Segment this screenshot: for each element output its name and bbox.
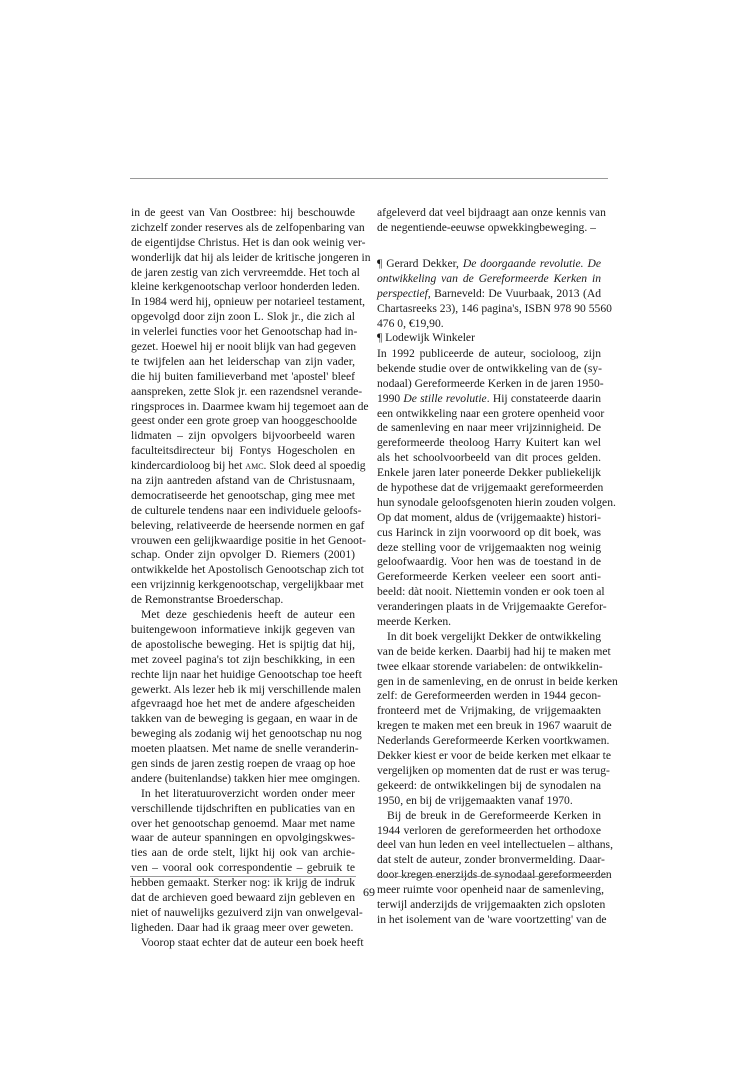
text-line: democratiseerde het genootschap, ging mee met [131, 488, 355, 502]
text-line: schap. Onder zijn opvolger D. Riemers (2001) [131, 548, 355, 562]
text-line: meer ruimte voor openheid naar de samenleving, [377, 883, 604, 897]
text-line: deel van hun leden en veel intellectuelen – althans, [377, 838, 613, 852]
text-line: gewerkt. Als lezer heb ik mij verschillende malen [131, 682, 361, 696]
text-line: van de beide kerken. Daarbij had hij te maken met [377, 644, 611, 658]
text-line: de hypothese dat de vrijgemaakt gereformeerden [377, 481, 604, 495]
text-line: in het isolement van de 'ware voortzetting' van de [377, 912, 607, 926]
text-line: gereformeerde theoloog Harry Kuitert kan wel [377, 436, 601, 450]
text-line: kregen te maken met een breuk in 1967 waaruit de [377, 719, 612, 733]
text-line: moeten plaatsen. Met name de snelle veranderin- [131, 742, 359, 756]
text-line: Dekker kiest er voor de beide kerken met elkaar te [377, 749, 612, 763]
text-line: de samenleving en naar meer vrijzinnigheid. De [377, 421, 601, 435]
text-line: fronteerd met de Vrijmaking, de vrijgemaakten [377, 704, 601, 718]
text-line: zichzelf zonder reserves als de zelfopenbaring van [131, 220, 365, 234]
text-line: ligheden. Daar had ik graag meer over geweten. [131, 920, 354, 934]
text-line: als het schoolvoorbeeld van dit proces gelden. [377, 451, 601, 465]
reference-line-2: ontwikkeling van de Gereformeerde Kerken in [377, 271, 601, 285]
text-line: in velerlei functies voor het Genootschap had in- [131, 325, 358, 339]
text-line: hebben gemaakt. Sterker nog: ik krijg de indruk [131, 876, 355, 890]
text-line: ringsproces in. Daarmee kwam hij tegemoet aan de [131, 399, 369, 413]
text-line: nodaal) Gereformeerde Kerken in de jaren 1950- [377, 376, 604, 390]
text-line: de negentiende-eeuwse opwekkingbeweging. – [377, 220, 596, 234]
text-line: aanspreken, zette Slok jr. een razendsnel verande- [131, 384, 363, 398]
top-rule [130, 178, 608, 179]
text-line: de Remonstrantse Broederschap. [131, 593, 284, 607]
text-line: cus Harinck in zijn voorwoord op dit boek, was [377, 525, 601, 539]
text-line: afgevraagd hoe het met de andere afgescheiden [131, 697, 355, 711]
text-line: In 1984 werd hij, opnieuw per notarieel testament, [131, 295, 366, 309]
text-line: geloofwaardig. Voor hen was de toestand in de [377, 555, 601, 569]
text-line: dat stelt de auteur, zonder bronvermelding. Daar- [377, 853, 605, 867]
reference-line-3: perspectief, Barneveld: De Vuurbaak, 2013 (Ad [377, 286, 601, 300]
right-column [377, 347, 618, 928]
page-number: 69 [363, 885, 375, 899]
text-line: Op dat moment, aldus de (vrijgemaakte) histori- [377, 510, 601, 524]
text-line: een vrijzinnig kerkgenootschap, vergelijkbaar met [131, 578, 364, 592]
bottom-rule-left [130, 876, 356, 877]
text-line: zelf: de Gereformeerden werden in 1944 gecon- [377, 689, 601, 703]
text-line: verschillende tijdschriften en publicaties van en [131, 801, 355, 815]
text-line: ontwikkelde het Apostolisch Genootschap zich tot [131, 563, 364, 577]
text-line: gen in de samenleving, en de onrust in beide kerken [377, 674, 618, 688]
text-line: geest onder een grote groep van hooggeschoolde [131, 414, 357, 428]
text-line: Voorop staat echter dat de auteur een boek heeft [141, 935, 364, 949]
text-line: buitengewoon informatieve inkijk gegeven van [131, 622, 355, 636]
text-line: vergelijken op momenten dat de rust er was terug- [377, 763, 610, 777]
text-line: gezet. Hoewel hij er nooit blijk van had gegeven [131, 340, 357, 354]
text-line: door kregen enerzijds de synodaal gereformeerden [377, 868, 612, 882]
text-line: Enkele jaren later poneerde Dekker publiekelijk [377, 466, 601, 480]
text-line: vrouwen een gelijkwaardige positie in het Genoot- [131, 533, 367, 547]
text-line: Gereformeerde Kerken veeleer een soort anti- [377, 570, 601, 584]
text-line: gekeerd: de ontwikkelingen bij de synodalen na [377, 778, 601, 792]
text-line: terwijl anderzijds de vrijgemaakten zich opsloten [377, 897, 606, 911]
text-line: de jaren zestig van zich vervreemdde. Het toch al [131, 265, 360, 279]
text-line: Met deze geschiedenis heeft de auteur een [141, 608, 355, 622]
text-line: hun synodale geloofsgenoten hierin zouden volgen. [377, 495, 616, 509]
text-line: lidmaten – zijn opvolgers bijvoorbeeld waren [131, 429, 355, 443]
reviewer-name: ¶ Lodewijk Winkeler [377, 331, 475, 345]
text-line: wonderlijk dat hij als leider de kritische jongeren in [131, 250, 371, 264]
text-line: deze stelling voor de vrijgemaakten nog weinig [377, 540, 601, 554]
text-line: dat de archieven goed bewaard zijn gebleven en [131, 890, 355, 904]
text-line: kleine kerkgenootschap verloor honderden leden. [131, 280, 360, 294]
text-line: twee elkaar storende variabelen: de ontwikkelin- [377, 659, 603, 673]
reference-line-1: ¶ Gerard Dekker, De doorgaande revolutie. De [377, 257, 602, 270]
text-line: niet of nauwelijks gezuiverd zijn van onwelgeval- [131, 905, 363, 919]
reference-line-4: Chartasreeks 23), 146 pagina's, ISBN 978 90 5560 [377, 301, 612, 315]
text-line: de apostolische beweging. Het is spijtig dat hij, [131, 637, 355, 651]
text-line: meerde Kerken. [377, 615, 452, 629]
reference-line-5: 476 0, €19,90. [377, 316, 444, 330]
text-line: veranderingen plaats in de Vrijgemaakte Gerefor- [377, 600, 607, 614]
text-line: In het literatuuroverzicht worden onder meer [141, 786, 355, 800]
text-line: bekende studie over de ontwikkeling van de (sy- [377, 361, 603, 375]
text-line: ties aan de orde stelt, lijkt hij ook van archie- [131, 846, 355, 860]
text-line: Nederlands Gereformeerde Kerken voortkwamen. [377, 734, 610, 748]
text-line: afgeleverd dat veel bijdraagt aan onze kennis van [377, 206, 606, 219]
text-line: in de geest van Van Oostbree: hij beschouwde [131, 206, 355, 219]
text-line: ven – vooral ook correspondentie – gebruik te [131, 861, 355, 875]
bottom-rule-right [377, 876, 608, 877]
text-line: opgevolgd door zijn zoon L. Slok jr., die zich al [131, 310, 355, 324]
text-line: de eigentijdse Christus. Het is dan ook weinig ver- [131, 235, 366, 249]
text-line: een ontwikkeling naar een grotere openheid voor [377, 406, 605, 420]
text-line: Bij de breuk in de Gereformeerde Kerken in [387, 808, 601, 822]
text-line: over het genootschap genoemd. Maar met name [131, 816, 355, 830]
book-reference [377, 257, 612, 346]
text-line: beleving, relativeerde de heersende normen en gaf [131, 518, 365, 532]
text-line: takken van de beweging is gegaan, en waar in de [131, 712, 358, 726]
text-line: beweging als zodanig wij het genootschap nu nog [131, 727, 362, 741]
text-line: na zijn aantreden afstand van de Christusnaam, [131, 474, 355, 488]
text-line: 1944 verloren de gereformeerden het orthodoxe [377, 823, 601, 837]
text-line: met zoveel pagina's tot zijn beschikking, in een [131, 652, 355, 666]
text-line: faculteitsdirecteur bij Fontys Hogescholen en [131, 444, 355, 458]
text-line: de culturele tendens naar een individuele geloofs- [131, 503, 362, 517]
text-line: kindercardioloog bij het amc. Slok deed al spoedig [131, 459, 366, 473]
text-line: In dit boek vergelijkt Dekker de ontwikkeling [387, 629, 601, 643]
text-line: gen sinds de jaren zestig roepen de vraag op hoe [131, 756, 356, 770]
text-line: 1990 De stille revolutie. Hij constateerde daarin [377, 391, 602, 405]
text-line: andere (buitenlandse) takken hier mee omgingen. [131, 771, 361, 785]
text-line: 1950, en bij de vrijgemaakten vanaf 1970. [377, 793, 573, 807]
text-line: die hij buiten familieverband met 'apostel' bleef [131, 369, 355, 383]
text-line: waar de auteur spanningen en opvolgingskwes- [131, 831, 355, 845]
text-line: beeld: dàt nooit. Niettemin vonden er ook toen al [377, 585, 605, 599]
text-line: rechte lijn naar het huidige Genootschap toe heeft [131, 667, 362, 681]
right-column-continuation [377, 206, 606, 236]
text-line: te twijfelen aan het leiderschap van zijn vader, [131, 354, 355, 368]
text-line: In 1992 publiceerde de auteur, socioloog, zijn [377, 347, 601, 360]
